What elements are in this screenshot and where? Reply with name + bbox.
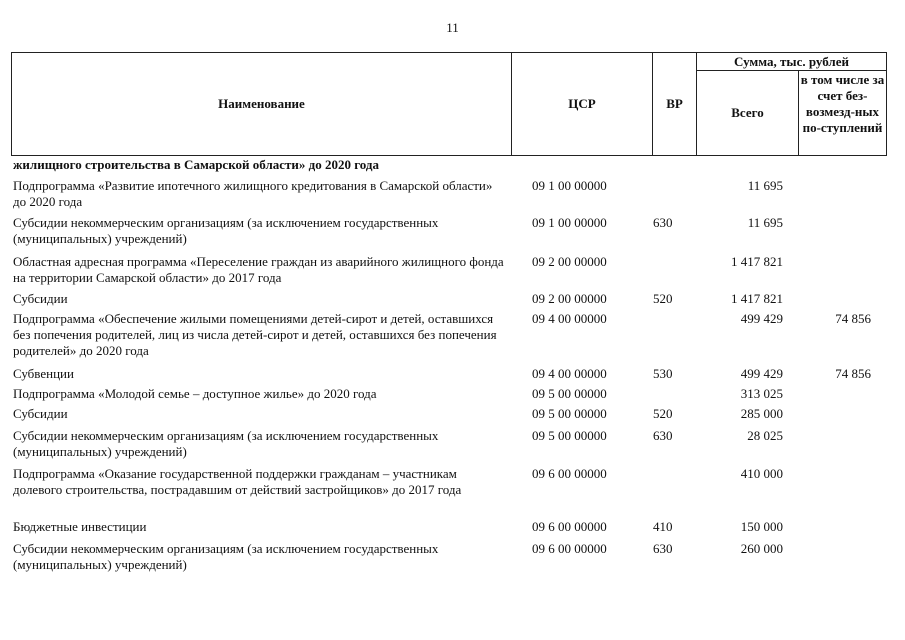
row-including: 74 856 xyxy=(835,366,871,381)
row-vr: 630 xyxy=(653,428,673,443)
header-csr: ЦСР xyxy=(512,53,653,155)
row-csr: 09 5 00 00000 xyxy=(532,406,607,421)
row-name: Подпрограмма «Молодой семье – доступное жилье» до 2020 года xyxy=(13,386,377,401)
row-total: 11 695 xyxy=(747,215,783,230)
row-name: Субсидии некоммерческим организациям (за исключением государственных (муниципальных) учреждений) xyxy=(13,215,439,246)
row-name: Подпрограмма «Оказание государственной поддержки гражданам – участникам долевого строительства, пострадавшим от действий застройщиков» до 2017 года xyxy=(13,466,462,497)
row-name: Подпрограмма «Развитие ипотечного жилищного кредитования в Самарской области» до 2020 года xyxy=(13,178,493,209)
row-name: Субсидии xyxy=(13,291,68,306)
row-name: Субвенции xyxy=(13,366,74,381)
row-total: 313 025 xyxy=(740,386,783,401)
row-name: жилищного строительства в Самарской области» до 2020 года xyxy=(13,157,379,172)
row-vr: 520 xyxy=(653,406,673,421)
row-vr: 520 xyxy=(653,291,673,306)
row-total: 28 025 xyxy=(747,428,783,443)
row-csr: 09 1 00 00000 xyxy=(532,178,607,193)
row-csr: 09 6 00 00000 xyxy=(532,466,607,481)
row-csr: 09 5 00 00000 xyxy=(532,428,607,443)
row-vr: 410 xyxy=(653,519,673,534)
header-including: в том числе за счет без-возмезд-ных по-ступлений xyxy=(800,72,885,135)
row-total: 499 429 xyxy=(740,311,783,326)
row-csr: 09 4 00 00000 xyxy=(532,366,607,381)
row-total: 1 417 821 xyxy=(731,291,783,306)
row-total: 1 417 821 xyxy=(731,254,783,269)
table-header xyxy=(11,52,887,156)
header-total: Всего xyxy=(697,71,799,155)
header-name: Наименование xyxy=(12,53,512,155)
row-total: 11 695 xyxy=(747,178,783,193)
header-vr: ВР xyxy=(653,53,697,155)
row-csr: 09 2 00 00000 xyxy=(532,291,607,306)
row-name: Подпрограмма «Обеспечение жилыми помещениями детей-сирот и детей, оставшихся без попечения родителей, лиц из числа детей-сирот и детей, оставшихся без попечения родителей» до 2020 года xyxy=(13,311,497,358)
row-total: 260 000 xyxy=(740,541,783,556)
row-vr: 630 xyxy=(653,215,673,230)
row-name: Субсидии некоммерческим организациям (за исключением государственных (муниципальных) учреждений) xyxy=(13,541,439,572)
row-name: Субсидии некоммерческим организациям (за исключением государственных (муниципальных) учреждений) xyxy=(13,428,439,459)
row-name: Субсидии xyxy=(13,406,68,421)
row-total: 150 000 xyxy=(740,519,783,534)
row-including: 74 856 xyxy=(835,311,871,326)
header-sum-group: Сумма, тыс. рублей xyxy=(697,53,886,71)
page-number: 11 xyxy=(446,20,459,35)
row-csr: 09 5 00 00000 xyxy=(532,386,607,401)
row-csr: 09 6 00 00000 xyxy=(532,519,607,534)
row-vr: 630 xyxy=(653,541,673,556)
row-csr: 09 6 00 00000 xyxy=(532,541,607,556)
row-csr: 09 2 00 00000 xyxy=(532,254,607,269)
row-total: 410 000 xyxy=(740,466,783,481)
row-csr: 09 4 00 00000 xyxy=(532,311,607,326)
row-total: 285 000 xyxy=(740,406,783,421)
row-csr: 09 1 00 00000 xyxy=(532,215,607,230)
row-vr: 530 xyxy=(653,366,673,381)
row-total: 499 429 xyxy=(740,366,783,381)
row-name: Областная адресная программа «Переселение граждан из аварийного жилищного фонда на территории Самарской области» до 2017 года xyxy=(13,254,504,285)
row-name: Бюджетные инвестиции xyxy=(13,519,147,534)
